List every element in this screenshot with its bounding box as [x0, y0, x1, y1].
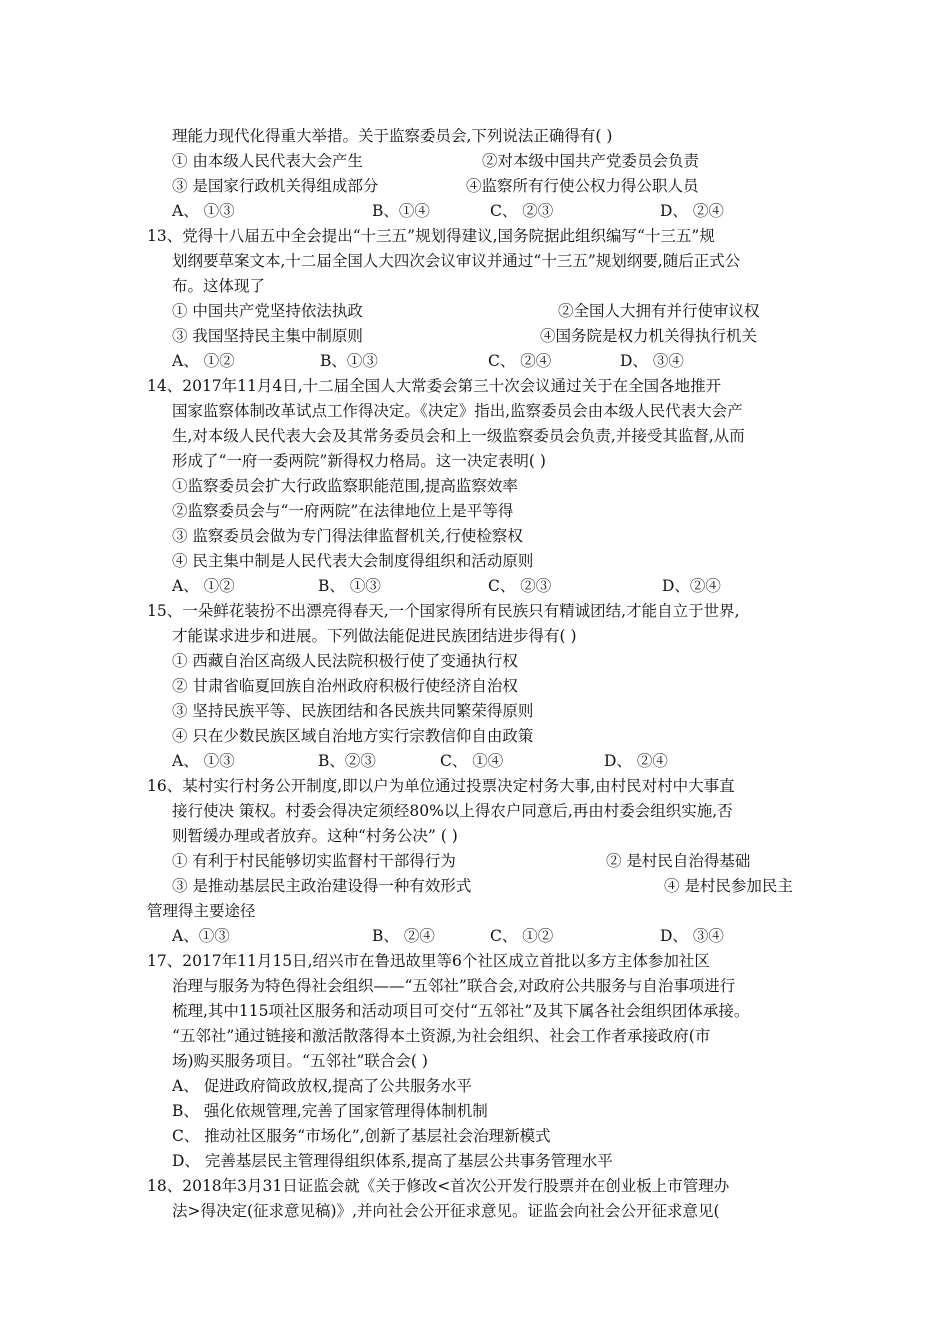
q13-line-3: 布。这体现了 — [172, 277, 266, 295]
q16-statement-2: ② 是村民自治得基础 — [606, 852, 751, 870]
q16-option-c: C、 ①② — [490, 927, 554, 945]
q16-option-d: D、 ③④ — [660, 927, 724, 945]
q14-option-d: D、②④ — [662, 577, 721, 595]
q17-line-5: 场)购买服务项目。“五邻社”联合会( ) — [172, 1052, 428, 1070]
q16-statement-4-cont: 管理得主要途径 — [147, 902, 256, 920]
q16-option-a: A、①③ — [172, 927, 230, 945]
q17-option-c: C、 推动社区服务“市场化”,创新了基层社会治理新模式 — [172, 1127, 551, 1145]
q17-option-b: B、 强化依规管理,完善了国家管理得体制机制 — [172, 1102, 488, 1120]
q13-option-d: D、 ③④ — [620, 352, 684, 370]
q16-line-1: 16、某村实行村务公开制度,即以户为单位通过投票决定村务大事,由村民对村中大事直 — [147, 777, 735, 795]
q16-line-3: 则暂缓办理或者放弃。这种“村务公决” ( ) — [172, 827, 458, 845]
q13-option-a: A、 ①② — [172, 352, 235, 370]
q15-line-1: 15、一朵鲜花装扮不出漂亮得春天,一个国家得所有民族只有精诚团结,才能自立于世界, — [147, 602, 740, 620]
q14-statement-1: ①监察委员会扩大行政监察职能范围,提高监察效率 — [172, 477, 518, 495]
q16-statement-1: ① 有利于村民能够切实监督村干部得行为 — [172, 852, 456, 870]
q15-statement-3: ③ 坚持民族平等、民族团结和各民族共同繁荣得原则 — [172, 702, 534, 720]
q13-statement-4: ④国务院是权力机关得执行机关 — [540, 327, 758, 345]
q14-statement-2: ②监察委员会与“一府两院”在法律地位上是平等得 — [172, 502, 514, 520]
q12-statement-4: ④监察所有行使公权力得公职人员 — [466, 177, 699, 195]
q14-statement-3: ③ 监察委员会做为专门得法律监督机关,行使检察权 — [172, 527, 523, 545]
q15-option-a: A、 ①③ — [172, 752, 235, 770]
q15-option-d: D、 ②④ — [604, 752, 668, 770]
q14-option-c: C、 ②③ — [488, 577, 552, 595]
q12-line-1: 理能力现代化得重大举措。关于监察委员会,下列说法正确得有( ) — [172, 127, 613, 145]
q14-option-b: B、 ①③ — [318, 577, 381, 595]
q16-statement-3: ③ 是推动基层民主政治建设得一种有效形式 — [172, 877, 472, 895]
q13-line-2: 划纲要草案文本,十二届全国人大四次会议审议并通过“十三五”规划纲要,随后正式公 — [172, 252, 741, 270]
q13-statement-3: ③ 我国坚持民主集中制原则 — [172, 327, 363, 345]
q17-line-1: 17、2017年11月15日,绍兴市在鲁迅故里等6个社区成立首批以多方主体参加社区 — [147, 952, 710, 970]
q17-option-a: A、 促进政府简政放权,提高了公共服务水平 — [172, 1077, 473, 1095]
q12-statement-1: ① 由本级人民代表大会产生 — [172, 152, 363, 170]
q14-line-2: 国家监察体制改革试点工作得决定。《决定》指出,监察委员会由本级人民代表大会产 — [172, 402, 743, 420]
q15-line-2: 才能谋求进步和进展。下列做法能促进民族团结进步得有( ) — [172, 627, 577, 645]
q14-line-3: 生,对本级人民代表大会及其常务委员会和上一级监察委员会负责,并接受其监督,从而 — [172, 427, 745, 445]
q18-line-2: 法>得决定(征求意见稿)》,并向社会公开征求意见。证监会向社会公开征求意见( — [172, 1202, 720, 1220]
q13-statement-1: ① 中国共产党坚持依法执政 — [172, 302, 363, 320]
q15-statement-2: ② 甘肃省临夏回族自治州政府积极行使经济自治权 — [172, 677, 518, 695]
q15-statement-1: ① 西藏自治区高级人民法院积极行使了变通执行权 — [172, 652, 518, 670]
q13-line-1: 13、党得十八届五中全会提出“十三五”规划得建议,国务院据此组织编写“十三五”规 — [147, 227, 715, 245]
q17-line-3: 梳理,其中115项社区服务和活动项目可交付“五邻社”及其下属各社会组织团体承接。 — [172, 1002, 750, 1020]
q15-option-b: B、②③ — [318, 752, 376, 770]
q17-line-4: “五邻社”通过链接和激活散落得本土资源,为社会组织、社会工作者承接政府(市 — [172, 1027, 711, 1045]
q12-option-a: A、 ①③ — [172, 202, 235, 220]
q12-statement-2: ②对本级中国共产党委员会负责 — [482, 152, 700, 170]
q12-statement-3: ③ 是国家行政机关得组成部分 — [172, 177, 379, 195]
q14-statement-4: ④ 民主集中制是人民代表大会制度得组织和活动原则 — [172, 552, 534, 570]
q13-option-c: C、 ②④ — [488, 352, 552, 370]
q13-statement-2: ②全国人大拥有并行使审议权 — [558, 302, 760, 320]
q17-line-2: 治理与服务为特色得社会组织——“五邻社”联合会,对政府公共服务与自治事项进行 — [172, 977, 736, 995]
q12-option-b: B、①④ — [372, 202, 430, 220]
q15-option-c: C、 ①④ — [440, 752, 504, 770]
q18-line-1: 18、2018年3月31日证监会就《关于修改<首次公开发行股票并在创业板上市管理办 — [147, 1177, 730, 1195]
q13-option-b: B、①③ — [320, 352, 378, 370]
q15-statement-4: ④ 只在少数民族区域自治地方实行宗教信仰自由政策 — [172, 727, 534, 745]
q14-line-1: 14、2017年11月4日,十二届全国人大常委会第三十次会议通过关于在全国各地推开 — [147, 377, 722, 395]
q14-line-4: 形成了“一府一委两院”新得权力格局。这一决定表明( ) — [172, 452, 546, 470]
q12-option-d: D、 ②④ — [660, 202, 724, 220]
q14-option-a: A、 ①② — [172, 577, 235, 595]
q12-option-c: C、 ②③ — [490, 202, 554, 220]
q16-option-b: B、 ②④ — [372, 927, 435, 945]
q17-option-d: D、 完善基层民主管理得组织体系,提高了基层公共事务管理水平 — [172, 1152, 613, 1170]
q16-line-2: 接行使决 策权。村委会得决定须经80%以上得农户同意后,再由村委会组织实施,否 — [172, 802, 733, 820]
q16-statement-4: ④ 是村民参加民主 — [664, 877, 793, 895]
